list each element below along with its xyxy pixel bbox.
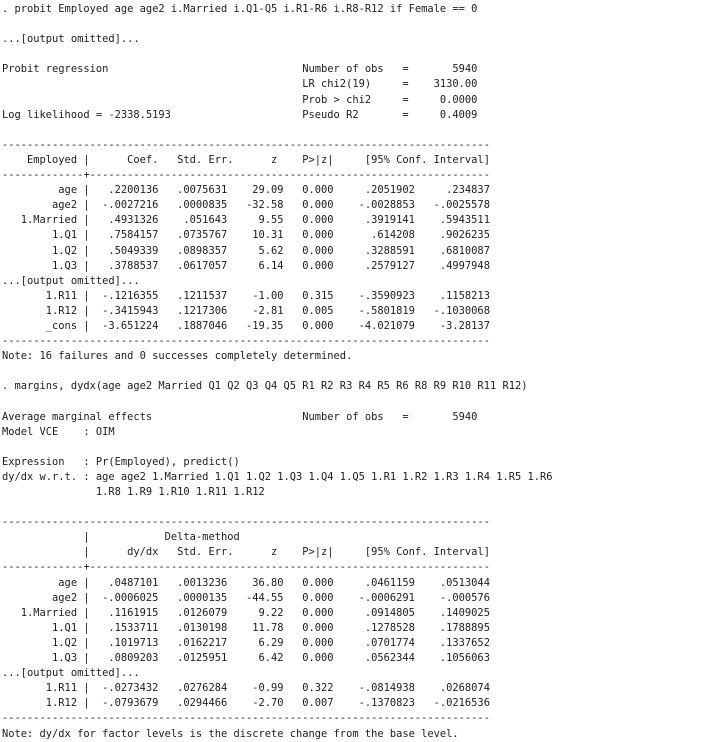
log-line <box>2 123 553 138</box>
log-line: ...[output omitted]... <box>2 274 140 287</box>
log-line: 1.Q1 | .7584157 .0735767 10.31 0.000 .614208 .9026235 <box>2 229 490 242</box>
log-line: _cons | -3.651224 .1887046 -19.35 0.000 -4.021079 -3.28137 <box>2 319 490 332</box>
log-line: | dy/dx Std. Err. z P>|z| [95% Conf. Interval] <box>2 546 490 559</box>
log-line: LR chi2(19) = 3130.00 <box>2 78 478 91</box>
log-line <box>2 47 553 62</box>
log-line: ------------------------------------------------------------------------------ <box>2 516 490 529</box>
log-line: ------------------------------------------------------------------------------ <box>2 138 490 151</box>
log-line: 1.R12 | -.3415943 .1217306 -2.81 0.005 -.5801819 -.1030068 <box>2 304 490 317</box>
log-line: ------------------------------------------------------------------------------ <box>2 335 490 348</box>
log-line: 1.R11 | -.0273432 .0276284 -0.99 0.322 -.0814938 .0268074 <box>2 682 490 695</box>
log-line: Average marginal effects Number of obs = 5940 <box>2 410 478 423</box>
log-line: 1.R11 | -.1216355 .1211537 -1.00 0.315 -.3590923 .1158213 <box>2 289 490 302</box>
log-line: ...[output omitted]... <box>2 667 140 680</box>
log-line: 1.R8 1.R9 1.R10 1.R11 1.R12 <box>2 486 265 498</box>
log-line: Log likelihood = -2338.5193 Pseudo R2 = 0.4009 <box>2 108 478 121</box>
log-line <box>2 440 553 455</box>
log-line: ...[output omitted]... <box>2 33 140 46</box>
log-line: -------------+---------------------------------------------------------------- <box>2 169 490 182</box>
log-line: 1.Married | .1161915 .0126079 9.22 0.000 .0914805 .1409025 <box>2 606 490 619</box>
log-line <box>2 500 553 515</box>
log-line: dy/dx w.r.t. : age age2 1.Married 1.Q1 1.Q2 1.Q3 1.Q4 1.Q5 1.R1 1.R2 1.R3 1.R4 1.R5 1.R6 <box>2 470 553 483</box>
log-line: 1.Q2 | .1019713 .0162217 6.29 0.000 .0701774 .1337652 <box>2 636 490 649</box>
log-line: Note: dy/dx for factor levels is the discrete change from the base level. <box>2 727 459 740</box>
log-line: 1.Q3 | .3788537 .0617057 6.14 0.000 .2579127 .4997948 <box>2 259 490 272</box>
log-line <box>2 17 553 32</box>
stata-output-log <box>2 2 553 742</box>
log-line: 1.Married | .4931326 .051643 9.55 0.000 .3919141 .5943511 <box>2 214 490 227</box>
log-line: age2 | -.0006025 .0000135 -44.55 0.000 -.0006291 -.000576 <box>2 591 490 604</box>
log-line: Note: 16 failures and 0 successes completely determined. <box>2 350 353 363</box>
log-line: | Delta-method <box>2 531 240 544</box>
log-line: . probit Employed age age2 i.Married i.Q1-Q5 i.R1-R6 i.R8-R12 if Female == 0 <box>2 3 478 15</box>
log-line: age2 | -.0027216 .0000835 -32.58 0.000 -.0028853 -.0025578 <box>2 199 490 212</box>
log-line <box>2 394 553 409</box>
log-line <box>2 364 553 379</box>
log-line: Probit regression Number of obs = 5940 <box>2 63 478 76</box>
log-line: age | .0487101 .0013236 36.80 0.000 .0461159 .0513044 <box>2 576 490 589</box>
log-line: Expression : Pr(Employed), predict() <box>2 455 240 468</box>
log-line: ------------------------------------------------------------------------------ <box>2 712 490 725</box>
log-line: 1.R12 | -.0793679 .0294466 -2.70 0.007 -.1370823 -.0216536 <box>2 697 490 710</box>
log-line: -------------+---------------------------------------------------------------- <box>2 561 490 574</box>
log-line: 1.Q1 | .1533711 .0130198 11.78 0.000 .1278528 .1788895 <box>2 621 490 634</box>
log-line: . margins, dydx(age age2 Married Q1 Q2 Q3 Q4 Q5 R1 R2 R3 R4 R5 R6 R8 R9 R10 R11 R12) <box>2 380 528 393</box>
log-line: Prob > chi2 = 0.0000 <box>2 93 478 106</box>
log-line: 1.Q3 | .0809203 .0125951 6.42 0.000 .0562344 .1056063 <box>2 652 490 665</box>
log-line: Model VCE : OIM <box>2 425 115 438</box>
log-line: age | .2200136 .0075631 29.09 0.000 .2051902 .234837 <box>2 184 490 197</box>
log-line: Employed | Coef. Std. Err. z P>|z| [95% Conf. Interval] <box>2 153 490 166</box>
log-line: 1.Q2 | .5049339 .0898357 5.62 0.000 .3288591 .6810087 <box>2 244 490 257</box>
